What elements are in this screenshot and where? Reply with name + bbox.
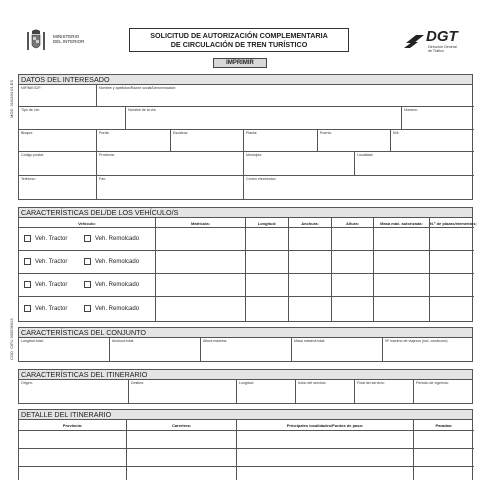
periodo-vigencia-label: Periodo de vigencia: [416,381,449,385]
col-provincia [19,420,127,431]
planta-label: Planta: [246,131,258,135]
ministry-name [53,34,84,44]
remolcado-checkbox-3[interactable] [84,281,91,288]
inicio-servicio-field[interactable] [296,380,355,403]
ministry-line-2: DEL INTERIOR [53,39,85,44]
col-localidades-header: Principales localidades/Puntos de paso: [286,423,364,428]
matricula-cell-4[interactable] [156,297,246,322]
col-masa [374,218,430,228]
detalle-carretera-cell-3[interactable] [127,467,237,480]
ministry-line-1: MINISTERIO [53,34,80,39]
remolcado-checkbox-1[interactable] [84,235,91,242]
col-localidades [237,420,414,431]
origen-label: Origen: [21,381,33,385]
cp-label: Código postal: [21,153,44,157]
nombre-field[interactable] [97,85,474,107]
puerta-label: Puerta: [320,131,332,135]
fax-field[interactable] [97,176,244,200]
col-plazas [430,218,477,228]
col-carretera-header: Carretera: [171,423,192,428]
dgt-mark-icon [404,29,426,49]
viajeros-field[interactable] [383,338,474,361]
vehiculos-table [18,218,477,322]
final-servicio-field[interactable] [355,380,414,403]
bloque-field[interactable] [19,130,97,152]
anchura-cell-2[interactable] [289,251,332,274]
datos-box [18,85,473,200]
tractor-label-2: Veh. Tractor [35,259,68,265]
section-itinerario-title: CARACTERÍSTICAS DEL ITINERARIO [18,369,473,380]
origen-field[interactable] [19,380,129,403]
numero-field[interactable] [402,107,474,130]
plazas-cell-2[interactable] [430,251,474,274]
email-field[interactable] [244,176,474,200]
detalle-paradas-cell-3[interactable] [414,467,474,480]
provincia-label: Provincia: [99,153,115,157]
masa-cell-1[interactable] [374,228,430,251]
col-longitud [246,218,289,228]
col-matricula [156,218,246,228]
masa-cell-3[interactable] [374,274,430,297]
plazas-cell-3[interactable] [430,274,474,297]
inicio-servicio-label: Inicio del servicio: [298,381,327,385]
detalle-localidades-cell-1[interactable] [237,431,414,449]
col-provincia-header: Provincia: [62,423,83,428]
telefono-label: Teléfono: [21,177,36,181]
col-longitud-header: Longitud: [257,221,277,226]
section-datos-title: DATOS DEL INTERESADO [18,74,473,85]
telefono-field[interactable] [19,176,97,200]
fax-label: Fax: [99,177,106,181]
detalle-table [18,420,473,480]
destino-field[interactable] [129,380,237,403]
detalle-paradas-cell-1[interactable] [414,431,474,449]
masa-cell-2[interactable] [374,251,430,274]
masa-maxima-label: Masa máxima total: [294,339,326,343]
nif-label: NIF/NIE/CIF: [21,86,42,90]
col-anchura [289,218,332,228]
escalera-label: Escalera: [173,131,188,135]
col-matricula-header: Matrícula: [191,221,210,226]
tractor-label-3: Veh. Tractor [35,282,68,288]
altura-cell-4[interactable] [332,297,374,322]
municipio-label: Municipio: [246,153,263,157]
section-vehiculos-title: CARACTERÍSTICAS DEL/DE LOS VEHÍCULO/S [18,207,473,218]
section-conjunto-title: CARACTERÍSTICAS DEL CONJUNTO [18,327,473,338]
vehiculo-row-2-type [19,251,156,274]
anchura-cell-3[interactable] [289,274,332,297]
tractor-checkbox-4[interactable] [24,305,31,312]
matricula-cell-3[interactable] [156,274,246,297]
detalle-localidades-cell-3[interactable] [237,467,414,480]
km-field[interactable] [391,130,474,152]
viajeros-label: Nº máximo de viajeros (incl. conductor): [385,339,449,343]
altura-maxima-label: Altura máxima: [203,339,227,343]
masa-cell-4[interactable] [374,297,430,322]
longitud-total-field[interactable] [19,338,110,361]
longitud-cell-3[interactable] [246,274,289,297]
escalera-field[interactable] [171,130,244,152]
col-anchura-header: Anchura: [301,221,319,226]
dgt-logo-text: DGT [426,28,458,45]
planta-field[interactable] [244,130,318,152]
vehiculo-row-3-type [19,274,156,297]
tractor-checkbox-1[interactable] [24,235,31,242]
spain-coat-of-arms-icon [24,29,48,55]
portal-label: Portal: [99,131,110,135]
altura-cell-2[interactable] [332,251,374,274]
detalle-provincia-cell-3[interactable] [19,467,127,480]
dgt-logo [402,26,462,56]
numero-label: Número: [404,108,418,112]
longitud-cell-2[interactable] [246,251,289,274]
plazas-cell-4[interactable] [430,297,474,322]
col-vehiculo [19,218,156,228]
col-vehiculo-header: Vehículo: [78,221,96,226]
altura-maxima-field[interactable] [201,338,292,361]
provincia-field[interactable] [97,152,244,176]
vehiculo-row-1-type [19,228,156,251]
anchura-cell-1[interactable] [289,228,332,251]
itinerario-box [18,380,473,404]
localidad-label: Localidad: [357,153,374,157]
detalle-provincia-cell-1[interactable] [19,431,127,449]
remolcado-label-4: Veh. Remolcado [95,306,140,312]
col-masa-header: Masa máx. autorizada: [380,221,423,226]
form-title-line-2: DE CIRCULACIÓN DE TREN TURÍSTICO [170,40,308,49]
tipo-via-label: Tipo de vía: [21,108,40,112]
model-code: MOD. 31/0334.01.ES [9,79,14,118]
nombre-via-label: Nombre de la vía: [128,108,157,112]
longitud-total-label: Longitud total: [21,339,44,343]
conjunto-box [18,338,473,362]
matricula-cell-1[interactable] [156,228,246,251]
detalle-provincia-cell-2[interactable] [19,449,127,467]
nombre-via-field[interactable] [126,107,402,130]
altura-cell-3[interactable] [332,274,374,297]
remolcado-label-1: Veh. Remolcado [95,236,140,242]
anchura-cell-4[interactable] [289,297,332,322]
tractor-label-1: Veh. Tractor [35,236,68,242]
puerta-field[interactable] [318,130,391,152]
detalle-carretera-cell-2[interactable] [127,449,237,467]
col-paradas-header: Paradas: [435,423,453,428]
km-label: KM: [393,131,400,135]
detalle-carretera-cell-1[interactable] [127,431,237,449]
portal-field[interactable] [97,130,171,152]
final-servicio-label: Final del servicio: [357,381,385,385]
dgt-subtitle-line-2: de Tráfico [428,49,444,53]
remolcado-checkbox-4[interactable] [84,305,91,312]
nombre-label: Nombre y apellidos/Razón social/Denominación: [99,86,177,90]
col-altura-header: Altura: [346,221,359,226]
longitud-itinerario-field[interactable] [237,380,296,403]
longitud-itinerario-label: Longitud: [239,381,254,385]
detalle-localidades-cell-2[interactable] [237,449,414,467]
tractor-label-4: Veh. Tractor [35,306,68,312]
col-paradas [414,420,474,431]
remolcado-checkbox-2[interactable] [84,258,91,265]
municipio-field[interactable] [244,152,355,176]
masa-maxima-field[interactable] [292,338,383,361]
tipo-via-field[interactable] [19,107,126,130]
cp-field[interactable] [19,152,97,176]
matricula-cell-2[interactable] [156,251,246,274]
col-altura [332,218,374,228]
remolcado-label-2: Veh. Remolcado [95,259,140,265]
longitud-cell-1[interactable] [246,228,289,251]
form-title-line-1: SOLICITUD DE AUTORIZACIÓN COMPLEMENTARIA [150,31,328,40]
destino-label: Destino: [131,381,145,385]
nif-field[interactable] [19,85,97,107]
anchura-total-field[interactable] [110,338,201,361]
anchura-total-label: Anchura total: [112,339,135,343]
longitud-cell-4[interactable] [246,297,289,322]
tractor-checkbox-3[interactable] [24,281,31,288]
tractor-checkbox-2[interactable] [24,258,31,265]
localidad-field[interactable] [355,152,474,176]
remolcado-label-3: Veh. Remolcado [95,282,140,288]
cifu-code: COD. CIFU 300536023 [9,318,14,360]
altura-cell-1[interactable] [332,228,374,251]
detalle-paradas-cell-2[interactable] [414,449,474,467]
dgt-subtitle-line-1: Dirección General [428,45,457,49]
dgt-subtitle [428,45,457,53]
col-plazas-header: N.º de plazas/elementos: [430,221,477,226]
vehiculo-row-4-type [19,297,156,322]
periodo-vigencia-field[interactable] [414,380,474,403]
section-detalle-title: DETALLE DEL ITINERARIO [18,409,473,420]
form-title-box [129,28,349,52]
print-button[interactable]: IMPRIMIR [213,58,267,68]
email-label: Correo electrónico: [246,177,277,181]
col-carretera [127,420,237,431]
plazas-cell-1[interactable] [430,228,474,251]
bloque-label: Bloque: [21,131,34,135]
